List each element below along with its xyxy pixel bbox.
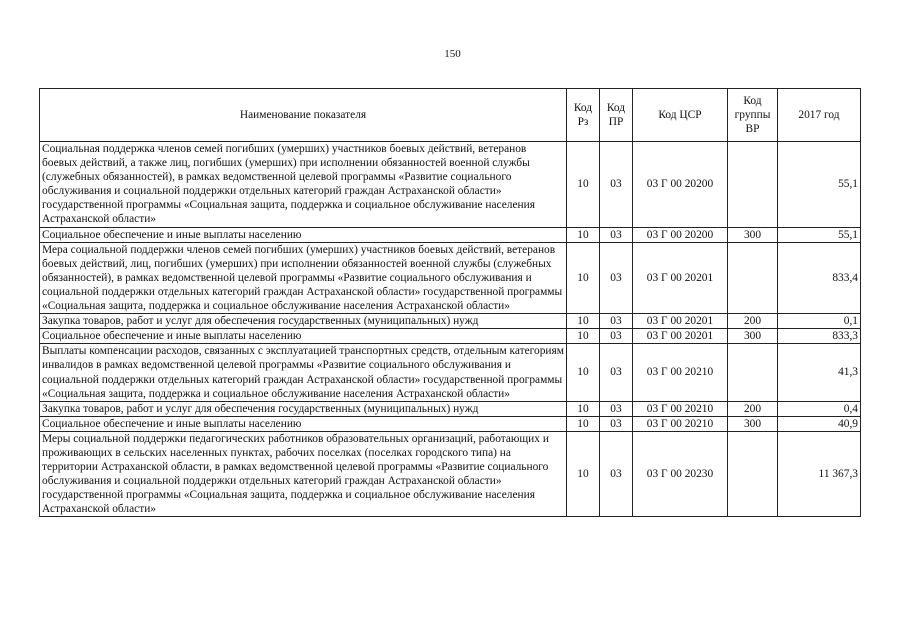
row-amount: 0,1 — [778, 314, 861, 329]
row-name: Меры социальной поддержки педагогических работников образовательных организаций, работающих и проживающих в сельских населенных пунктах, рабочих поселках (поселках городского типа) на территории Астраханской области, в рамках ведомственной целевой программы «Развитие социального обслуживания и социальной поддержки отдельных категорий граждан Астраханской области» государственной программы «Социальная защита, поддержка и социальное обслуживание населения Астраханской области» — [40, 431, 567, 517]
row-name: Закупка товаров, работ и услуг для обеспечения государственных (муниципальных) нужд — [40, 401, 567, 416]
header-year: 2017 год — [778, 89, 861, 142]
budget-table — [39, 88, 861, 517]
row-vr: 300 — [728, 329, 778, 344]
row-rz: 10 — [567, 142, 600, 228]
row-csr: 03 Г 00 20230 — [633, 431, 728, 517]
row-rz: 10 — [567, 242, 600, 313]
row-csr: 03 Г 00 20200 — [633, 227, 728, 242]
row-pr: 03 — [600, 416, 633, 431]
row-pr: 03 — [600, 242, 633, 313]
row-csr: 03 Г 00 20201 — [633, 242, 728, 313]
row-rz: 10 — [567, 329, 600, 344]
row-name: Социальное обеспечение и иные выплаты населению — [40, 416, 567, 431]
row-pr: 03 — [600, 142, 633, 228]
row-name: Выплаты компенсации расходов, связанных с эксплуатацией транспортных средств, отдельным категориям инвалидов в рамках ведомственной целевой программы «Развитие социального обслуживания и социальной поддержки отдельных категорий граждан Астраханской области» государственной программы «Социальная защита, поддержка и социальное обслуживание населения Астраханской области» — [40, 344, 567, 401]
row-amount: 0,4 — [778, 401, 861, 416]
row-vr — [728, 142, 778, 228]
table-row — [40, 142, 861, 228]
table-row — [40, 401, 861, 416]
row-pr: 03 — [600, 431, 633, 517]
row-name: Мера социальной поддержки членов семей погибших (умерших) участников боевых действий, ветеранов боевых действий, лиц, погибших (умерших) при исполнении обязанностей военной службы (служебных обязанностей), в рамках ведомственной целевой программы «Развитие социального обслуживания и социальной поддержки отдельных категорий граждан Астраханской области» государственной программы «Социальная защита, поддержка и социальное обслуживание населения Астраханской области» — [40, 242, 567, 313]
table-row — [40, 227, 861, 242]
table-row — [40, 314, 861, 329]
row-amount: 55,1 — [778, 142, 861, 228]
page-number: 150 — [444, 48, 461, 60]
row-name: Закупка товаров, работ и услуг для обеспечения государственных (муниципальных) нужд — [40, 314, 567, 329]
row-vr: 300 — [728, 227, 778, 242]
header-csr: Код ЦСР — [633, 89, 728, 142]
row-name: Социальное обеспечение и иные выплаты населению — [40, 227, 567, 242]
table-row — [40, 242, 861, 313]
row-vr — [728, 344, 778, 401]
row-rz: 10 — [567, 344, 600, 401]
row-amount: 55,1 — [778, 227, 861, 242]
row-rz: 10 — [567, 227, 600, 242]
header-rz: Код Рз — [567, 89, 600, 142]
row-csr: 03 Г 00 20200 — [633, 142, 728, 228]
header-vr: Код группы ВР — [728, 89, 778, 142]
table-header-row — [40, 89, 861, 142]
row-csr: 03 Г 00 20201 — [633, 314, 728, 329]
row-name: Социальное обеспечение и иные выплаты населению — [40, 329, 567, 344]
row-pr: 03 — [600, 344, 633, 401]
row-rz: 10 — [567, 416, 600, 431]
row-csr: 03 Г 00 20210 — [633, 401, 728, 416]
row-vr: 300 — [728, 416, 778, 431]
row-vr — [728, 431, 778, 517]
row-pr: 03 — [600, 401, 633, 416]
header-name: Наименование показателя — [40, 89, 567, 142]
row-rz: 10 — [567, 401, 600, 416]
table-row — [40, 329, 861, 344]
row-csr: 03 Г 00 20210 — [633, 344, 728, 401]
table-row — [40, 431, 861, 517]
row-amount: 833,4 — [778, 242, 861, 313]
row-vr: 200 — [728, 401, 778, 416]
row-name: Социальная поддержка членов семей погибших (умерших) участников боевых действий, ветеранов боевых действий, а также лиц, погибших (умерших) при исполнении обязанностей военной службы (служебных обязанностей), в рамках ведомственной целевой программы «Развитие социального обслуживания и социальной поддержки отдельных категорий граждан Астраханской области» государственной программы «Социальная защита, поддержка и социальное обслуживание населения Астраханской области» — [40, 142, 567, 228]
header-pr: Код ПР — [600, 89, 633, 142]
table-row — [40, 344, 861, 401]
row-pr: 03 — [600, 227, 633, 242]
row-amount: 40,9 — [778, 416, 861, 431]
row-pr: 03 — [600, 314, 633, 329]
row-amount: 11 367,3 — [778, 431, 861, 517]
table-row — [40, 416, 861, 431]
row-pr: 03 — [600, 329, 633, 344]
row-rz: 10 — [567, 431, 600, 517]
row-amount: 833,3 — [778, 329, 861, 344]
row-vr: 200 — [728, 314, 778, 329]
row-csr: 03 Г 00 20201 — [633, 329, 728, 344]
row-rz: 10 — [567, 314, 600, 329]
row-vr — [728, 242, 778, 313]
row-amount: 41,3 — [778, 344, 861, 401]
row-csr: 03 Г 00 20210 — [633, 416, 728, 431]
